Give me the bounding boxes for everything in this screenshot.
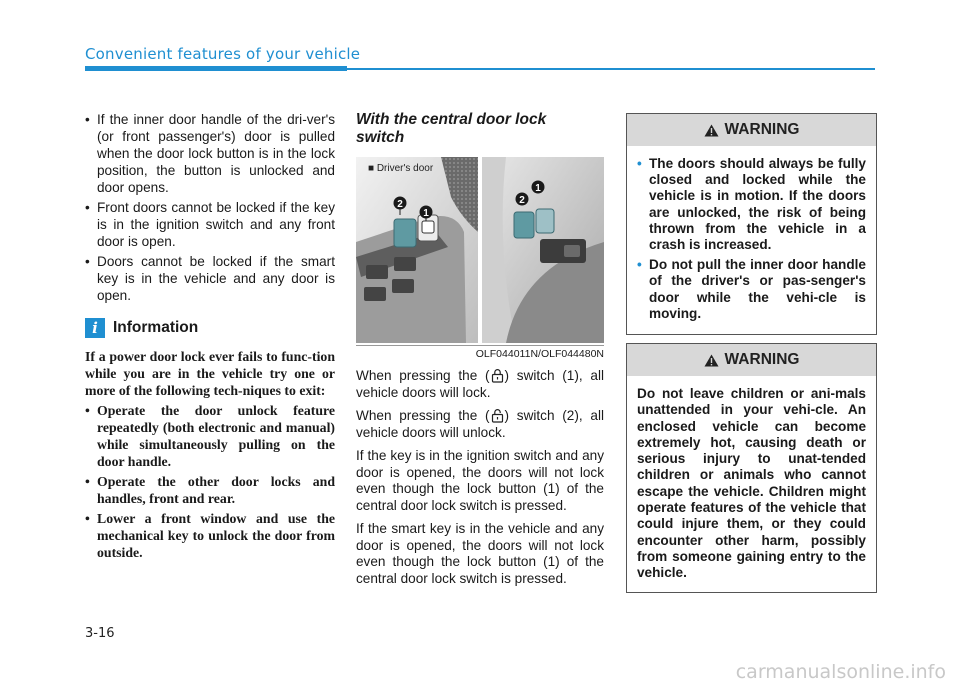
bullet-item: • Doors cannot be locked if the smart key is in the vehicle and any door is open. (85, 253, 335, 304)
unlock-switch-paragraph (356, 408, 604, 441)
information-intro: If a power door lock ever fails to func-tion while you are in the vehicle try one or more of the following tech-niques to exit: (85, 349, 335, 398)
unlock-switch-closeup (514, 212, 534, 238)
unlock-switch (394, 219, 416, 247)
warning-header (627, 344, 876, 376)
left-column (85, 111, 335, 564)
warning-bullet-item: • Do not pull the inner door handle of the driver's or pas-senger's door while the vehi-cle is moving. (637, 257, 866, 322)
window-switch (366, 265, 388, 279)
door-switch-illustration (356, 157, 604, 343)
warning-header (627, 114, 876, 146)
information-label: Information (113, 319, 199, 336)
paragraph-text: When pressing the ( (356, 368, 490, 383)
figure-caption: ■ Driver's door (368, 163, 434, 174)
window-switch (392, 279, 414, 293)
bullet-item: • Front doors cannot be locked if the key is in the ignition switch and any front door is open. (85, 199, 335, 250)
header-rule (347, 68, 875, 70)
lock-switch-symbol (422, 221, 434, 233)
information-bullet-item: • Lower a front window and use the mechanical key to unlock the door from outside. (85, 510, 335, 561)
warning-label: WARNING (724, 351, 800, 368)
information-icon: i (85, 318, 105, 338)
warning-label: WARNING (724, 121, 800, 138)
lock-switch-closeup (536, 209, 554, 233)
figure-divider (478, 157, 482, 343)
warning-triangle-icon (704, 354, 719, 367)
information-bullet-item: • Operate the door unlock feature repeatedly (both electronic and manual) while simultaneously pulling on the door handle. (85, 402, 335, 470)
warning-triangle-icon (704, 124, 719, 137)
callout-label: 2 (519, 195, 525, 206)
paragraph-text: ) switch (2), all vehicle doors will unlock. (356, 408, 604, 440)
window-switch (364, 287, 386, 301)
information-heading (85, 318, 335, 338)
window-switch-closeup (564, 245, 580, 257)
warning-bullet-item: • The doors should always be fully closed and locked while the vehicle is in motion. If the doors are unlocked, the risk of being thrown from the vehicle in a crash is increased. (637, 156, 866, 253)
unlock-icon (491, 408, 504, 423)
switch-description (356, 368, 604, 587)
information-bullet-list (85, 402, 335, 561)
key-ignition-paragraph: If the key is in the ignition switch and any door is opened, the doors will not lock even though the lock button (1) of the central door lock switch is pressed. (356, 448, 604, 513)
paragraph-text: ) switch (1), all vehicle doors will lock. (356, 368, 604, 400)
figure-id: OLF044011N/OLF044480N (356, 345, 604, 360)
door-switch-figure (356, 157, 604, 343)
bullet-item: • If the inner door handle of the dri-ver's (or front passenger's) door is pulled when the door lock button is in the lock position, the button is unlocked and door opens. (85, 111, 335, 196)
callout-label: 2 (397, 199, 403, 210)
door-lock-bullet-list (85, 111, 335, 304)
warning-box-children (626, 343, 877, 593)
middle-column (356, 111, 604, 587)
window-switch (394, 257, 416, 271)
watermark: carmanualsonline.info (735, 661, 946, 683)
section-title: With the central door lock switch (356, 111, 547, 146)
page-number: 3-16 (85, 626, 115, 641)
warning-text: Do not leave children or ani-mals unattended in your vehi-cle. An enclosed vehicle can become extremely hot, causing death or serious injury to unat-tended children or animals who cannot escape the vehicle. Children might operate features of the vehicle that could injure them, or they could encounter other harm, possibly from someone gaining entry to the vehicle. (637, 386, 866, 581)
section-header-title: Convenient features of your vehicle (85, 45, 361, 63)
callout-label: 1 (423, 208, 429, 219)
lock-icon (491, 368, 504, 383)
warning-box-doors (626, 113, 877, 335)
warning-bullet-list (627, 146, 876, 334)
callout-label: 1 (535, 183, 541, 194)
header-accent-bar (85, 66, 347, 71)
information-bullet-item: • Operate the other door locks and handles, front and rear. (85, 473, 335, 507)
paragraph-text: When pressing the ( (356, 408, 490, 423)
lock-switch-paragraph (356, 368, 604, 401)
smart-key-paragraph: If the smart key is in the vehicle and any door is opened, the doors will not lock even though the lock button (1) of the central door lock switch is pressed. (356, 521, 604, 586)
